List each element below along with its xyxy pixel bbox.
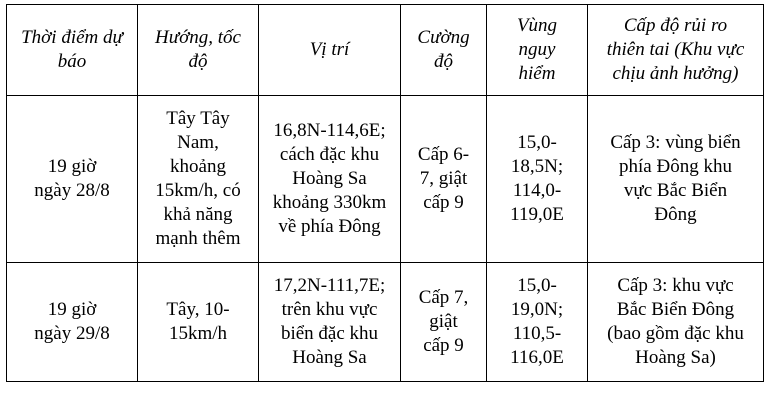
table-row <box>7 263 764 382</box>
header-intensity: Cường độ <box>401 5 487 96</box>
cell-danger-zone: 15,0- 18,5N; 114,0- 119,0E <box>487 96 588 263</box>
cell-danger-zone: 15,0- 19,0N; 110,5- 116,0E <box>487 263 588 382</box>
header-direction-speed: Hướng, tốc độ <box>138 5 259 96</box>
forecast-table-container <box>6 4 764 382</box>
forecast-table <box>6 4 764 382</box>
header-position: Vị trí <box>259 5 401 96</box>
header-danger-zone: Vùng nguy hiểm <box>487 5 588 96</box>
cell-position: 16,8N-114,6E; cách đặc khu Hoàng Sa khoảng 330km về phía Đông <box>259 96 401 263</box>
cell-risk-level: Cấp 3: khu vực Bắc Biển Đông (bao gồm đặc khu Hoàng Sa) <box>588 263 764 382</box>
cell-direction: Tây, 10- 15km/h <box>138 263 259 382</box>
header-time: Thời điểm dự báo <box>7 5 138 96</box>
cell-risk-level: Cấp 3: vùng biển phía Đông khu vực Bắc Biển Đông <box>588 96 764 263</box>
table-header-row <box>7 5 764 96</box>
cell-intensity: Cấp 6- 7, giật cấp 9 <box>401 96 487 263</box>
table-row <box>7 96 764 263</box>
cell-time: 19 giờ ngày 29/8 <box>7 263 138 382</box>
header-risk-level: Cấp độ rủi ro thiên tai (Khu vực chịu ảnh hưởng) <box>588 5 764 96</box>
cell-direction: Tây Tây Nam, khoảng 15km/h, có khả năng mạnh thêm <box>138 96 259 263</box>
cell-position: 17,2N-111,7E; trên khu vực biển đặc khu Hoàng Sa <box>259 263 401 382</box>
cell-time: 19 giờ ngày 28/8 <box>7 96 138 263</box>
cell-intensity: Cấp 7, giật cấp 9 <box>401 263 487 382</box>
